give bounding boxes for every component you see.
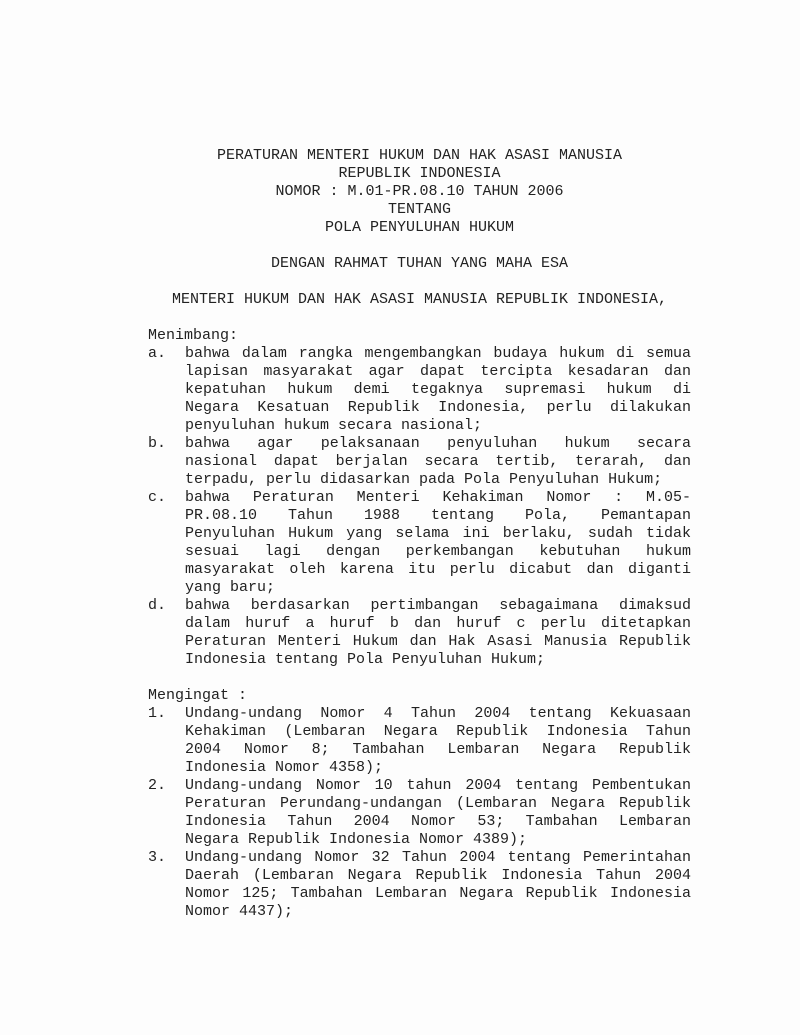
title-line-5: POLA PENYULUHAN HUKUM: [324, 219, 515, 236]
item-text: [185, 777, 691, 849]
item-text: [185, 597, 691, 669]
text-line: Indonesia tentang Pola Penyuluhan Hukum;: [185, 651, 546, 668]
item-text: [185, 435, 691, 489]
section-heading: Menimbang:: [148, 327, 239, 344]
document-body: [148, 327, 691, 939]
text-line: yang baru;: [185, 579, 276, 596]
item-text: [185, 489, 691, 597]
text-line: Negara Kesatuan Republik Indonesia, perlu dilakukan: [185, 399, 691, 416]
text-line: bahwa Peraturan Menteri Kehakiman Nomor : M.05-: [185, 489, 691, 506]
regulation-document: [148, 147, 691, 939]
list-item: [148, 489, 691, 597]
item-label: 1.: [148, 705, 167, 722]
list-item: [148, 849, 691, 921]
blank-line: [148, 237, 691, 255]
invocation-line: DENGAN RAHMAT TUHAN YANG MAHA ESA: [270, 255, 569, 272]
text-line: Kehakiman (Lembaran Negara Republik Indonesia Tahun: [185, 723, 691, 740]
text-line: 2004 Nomor 8; Tambahan Lembaran Negara Republik: [185, 741, 691, 758]
item-text: [185, 345, 691, 435]
text-line: lapisan masyarakat agar dapat tercipta kesadaran dan: [185, 363, 691, 380]
text-line: terpadu, perlu didasarkan pada Pola Penyuluhan Hukum;: [185, 471, 663, 488]
text-line: masyarakat oleh karena itu perlu dicabut dan diganti: [185, 561, 691, 578]
item-label: a.: [148, 345, 167, 362]
text-line: bahwa dalam rangka mengembangkan budaya hukum di semua: [185, 345, 691, 362]
title-line-1: PERATURAN MENTERI HUKUM DAN HAK ASASI MANUSIA: [216, 147, 623, 164]
text-line: Peraturan Menteri Hukum dan Hak Asasi Manusia Republik: [185, 633, 691, 650]
text-line: penyuluhan hukum secara nasional;: [185, 417, 483, 434]
item-label: d.: [148, 597, 167, 614]
item-label: 2.: [148, 777, 167, 794]
blank-line: [148, 309, 691, 327]
text-line: Daerah (Lembaran Negara Republik Indonesia Tahun 2004: [185, 867, 691, 884]
text-line: PR.08.10 Tahun 1988 tentang Pola, Pemantapan: [185, 507, 691, 524]
text-line: Undang-undang Nomor 10 tahun 2004 tentang Pembentukan: [185, 777, 691, 794]
authority-line: MENTERI HUKUM DAN HAK ASASI MANUSIA REPUBLIK INDONESIA,: [171, 291, 668, 308]
item-label: 3.: [148, 849, 167, 866]
text-line: bahwa agar pelaksanaan penyuluhan hukum secara: [185, 435, 691, 452]
title-line-4: TENTANG: [387, 201, 451, 218]
text-line: Nomor 125; Tambahan Lembaran Negara Republik Indonesia: [185, 885, 691, 902]
text-line: Penyuluhan Hukum yang selama ini berlaku, sudah tidak: [185, 525, 691, 542]
blank-line: [148, 921, 691, 939]
text-line: dalam huruf a huruf b dan huruf c perlu ditetapkan: [185, 615, 691, 632]
text-line: Peraturan Perundang-undangan (Lembaran Negara Republik: [185, 795, 691, 812]
text-line: Indonesia Tahun 2004 Nomor 53; Tambahan Lembaran: [185, 813, 691, 830]
blank-line: [148, 273, 691, 291]
section: [148, 327, 691, 669]
text-line: Negara Republik Indonesia Nomor 4389);: [185, 831, 528, 848]
section-heading: Mengingat :: [148, 687, 248, 704]
text-line: Nomor 4437);: [185, 903, 294, 920]
text-line: Undang-undang Nomor 4 Tahun 2004 tentang Kekuasaan: [185, 705, 691, 722]
text-line: kepatuhan hukum demi tegaknya supremasi hukum di: [185, 381, 691, 398]
title-line-2: REPUBLIK INDONESIA: [338, 165, 501, 182]
item-label: b.: [148, 435, 167, 452]
text-line: Indonesia Nomor 4358);: [185, 759, 384, 776]
item-label: c.: [148, 489, 167, 506]
document-title-block: [148, 147, 691, 237]
text-line: sesuai lagi dengan perkembangan kebutuhan hukum: [185, 543, 691, 560]
list-item: [148, 705, 691, 777]
section: [148, 687, 691, 921]
text-line: nasional dapat berjalan secara tertib, terarah, dan: [185, 453, 691, 470]
item-text: [185, 849, 691, 921]
title-line-3: NOMOR : M.01-PR.08.10 TAHUN 2006: [275, 183, 564, 200]
text-line: bahwa berdasarkan pertimbangan sebagaimana dimaksud: [185, 597, 691, 614]
text-line: Undang-undang Nomor 32 Tahun 2004 tentang Pemerintahan: [185, 849, 691, 866]
list-item: [148, 777, 691, 849]
list-item: [148, 345, 691, 435]
blank-line: [148, 669, 691, 687]
list-item: [148, 435, 691, 489]
item-text: [185, 705, 691, 777]
list-item: [148, 597, 691, 669]
